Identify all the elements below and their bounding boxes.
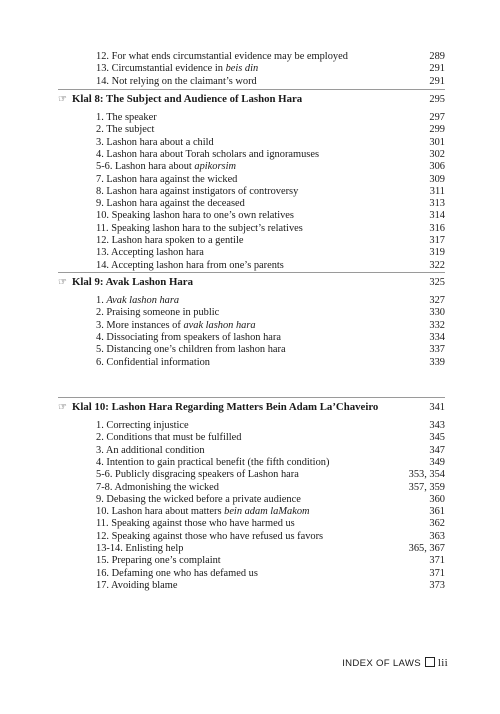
section-divider (58, 397, 445, 398)
index-entry (96, 123, 445, 136)
pointing-hand-icon: ☞ (58, 277, 67, 288)
entry-title-italic: beis din (225, 63, 259, 75)
entry-page: 291 (429, 63, 445, 75)
index-entry (96, 319, 445, 332)
index-entry (96, 111, 445, 124)
entry-page: 332 (429, 319, 445, 331)
entry-page: 316 (429, 222, 445, 234)
entry-page: 339 (429, 356, 445, 368)
entry-title: 4. Dissociating from speakers of lashon hara (96, 331, 281, 343)
index-entry (96, 136, 445, 149)
index-entry (96, 259, 445, 272)
section-title-text: Klal 10: Lashon Hara Regarding Matters Bein Adam La’Chaveiro (72, 401, 379, 413)
index-entry (96, 209, 445, 222)
entry-page: 361 (429, 506, 445, 518)
entry-title: 6. Confidential information (96, 356, 210, 368)
entry-page: 334 (429, 331, 445, 343)
entry-title: 13. Accepting lashon hara (96, 247, 204, 259)
entry-page: 343 (429, 420, 445, 431)
entry-title (96, 319, 256, 332)
index-entry (96, 419, 445, 432)
entry-page: 289 (429, 51, 445, 62)
entry-title (96, 505, 310, 518)
entry-page: 337 (429, 344, 445, 356)
entry-page: 363 (429, 530, 445, 542)
entry-title: 4. Lashon hara about Torah scholars and ignoramuses (96, 148, 319, 160)
entry-title: 14. Accepting lashon hara from one’s parents (96, 259, 284, 271)
entry-title: 2. The subject (96, 124, 155, 136)
index-entry (96, 505, 445, 518)
entry-title: 7. Lashon hara against the wicked (96, 173, 238, 185)
index-entry (96, 431, 445, 444)
index-entry (96, 222, 445, 235)
pointing-hand-icon: ☞ (58, 94, 67, 105)
pointing-hand-icon: ☞ (58, 402, 67, 413)
footer-page-number: lii (437, 657, 448, 669)
index-entry (96, 493, 445, 506)
entry-page: 371 (429, 567, 445, 579)
section-page: 325 (429, 277, 445, 288)
running-footer (342, 656, 448, 670)
section-page: 341 (429, 402, 445, 413)
section-heading (58, 92, 445, 107)
index-entry (96, 468, 445, 481)
index-entry (96, 343, 445, 356)
entry-title-italic: bein adam laMakom (224, 506, 310, 518)
section-page: 295 (429, 94, 445, 105)
index-entry (96, 331, 445, 344)
entry-title: 2. Conditions that must be fulfilled (96, 432, 242, 444)
entry-title: 13-14. Enlisting help (96, 543, 184, 554)
index-entry (96, 567, 445, 580)
index-entry (96, 246, 445, 259)
entry-page: 345 (429, 432, 445, 444)
entry-title: 1. Correcting injustice (96, 420, 189, 431)
index-entry (96, 530, 445, 543)
entry-page: 309 (429, 173, 445, 185)
section-heading (58, 400, 445, 415)
entry-title-text: 3. More instances of (96, 319, 184, 331)
entry-title: 17. Avoiding blame (96, 579, 178, 591)
entry-title: 7-8. Admonishing the wicked (96, 481, 219, 493)
entry-page: 322 (429, 259, 445, 271)
entry-page: 327 (429, 295, 445, 306)
index-entry (96, 62, 445, 75)
entry-page: 302 (429, 148, 445, 160)
entry-title (96, 294, 179, 307)
entry-title: 1. The speaker (96, 112, 157, 123)
index-entry (96, 579, 445, 592)
entry-page: 371 (429, 555, 445, 567)
entry-page: 330 (429, 307, 445, 319)
entry-title: 16. Defaming one who has defamed us (96, 567, 258, 579)
index-entry (96, 160, 445, 173)
index-entry (96, 481, 445, 494)
index-entry (96, 148, 445, 161)
footer-label: INDEX OF LAWS (342, 658, 421, 669)
index-entry (96, 542, 445, 555)
entry-page: 353, 354 (408, 469, 445, 481)
entry-title: 12. Lashon hara spoken to a gentile (96, 235, 244, 246)
entry-title-text: 13. Circumstantial evidence in (96, 63, 226, 75)
entry-title-italic: Avak lashon hara (106, 295, 180, 306)
section-title (58, 275, 193, 290)
entry-title: 3. Lashon hara about a child (96, 136, 214, 148)
entry-page: 299 (429, 124, 445, 136)
entry-page: 373 (429, 579, 445, 591)
index-entry (96, 356, 445, 369)
section-title (58, 92, 302, 107)
entry-title: 14. Not relying on the claimant’s word (96, 75, 257, 87)
section-divider (58, 89, 445, 90)
entry-page: 357, 359 (408, 481, 445, 493)
entry-page: 314 (429, 210, 445, 222)
entry-title: 11. Speaking lashon hara to the subject’s relatives (96, 222, 303, 234)
entry-title: 11. Speaking against those who have harmed us (96, 518, 295, 530)
entry-title-italic: apikorsim (194, 161, 236, 173)
entry-page: 313 (429, 198, 445, 210)
index-entry (96, 197, 445, 210)
index-entry (96, 173, 445, 186)
entry-title-text: 1. (96, 295, 107, 306)
index-entry (96, 75, 445, 88)
index-entry (96, 444, 445, 457)
section-divider (58, 272, 445, 273)
entry-title (96, 160, 236, 173)
section-title-text: Klal 8: The Subject and Audience of Lashon Hara (72, 93, 303, 105)
entry-title: 12. For what ends circumstantial evidence may be employed (96, 51, 348, 62)
entry-title (96, 62, 258, 75)
entry-page: 291 (429, 75, 445, 87)
entry-title: 3. An additional condition (96, 444, 205, 456)
entry-page: 317 (429, 235, 445, 246)
entry-page: 347 (429, 444, 445, 456)
entry-page: 301 (429, 136, 445, 148)
index-entry (96, 306, 445, 319)
section-title-text: Klal 9: Avak Lashon Hara (72, 276, 193, 288)
index-entry (96, 185, 445, 198)
entry-title: 5-6. Publicly disgracing speakers of Lashon hara (96, 469, 299, 481)
entry-title: 10. Speaking lashon hara to one’s own relatives (96, 210, 294, 222)
index-entry (96, 554, 445, 567)
entry-page: 297 (429, 112, 445, 123)
entry-title: 15. Preparing one’s complaint (96, 555, 221, 567)
index-entry (96, 234, 445, 247)
entry-title: 2. Praising someone in public (96, 307, 220, 319)
index-entry (96, 294, 445, 307)
index-entry (96, 50, 445, 63)
entry-title: 12. Speaking against those who have refused us favors (96, 530, 324, 542)
entry-title: 9. Lashon hara against the deceased (96, 198, 245, 210)
entry-title-text: 5-6. Lashon hara about (96, 161, 195, 173)
entry-title: 9. Debasing the wicked before a private audience (96, 493, 301, 505)
entry-title-italic: avak lashon hara (183, 319, 256, 331)
entry-title: 4. Intention to gain practical benefit (the fifth condition) (96, 456, 330, 468)
section-heading (58, 275, 445, 290)
entry-page: 306 (429, 161, 445, 173)
entry-title: 8. Lashon hara against instigators of controversy (96, 185, 299, 197)
entry-page: 360 (429, 493, 445, 505)
entry-page: 362 (429, 518, 445, 530)
entry-page: 311 (429, 185, 445, 197)
entry-title-text: 10. Lashon hara about matters (96, 506, 225, 518)
index-entry (96, 517, 445, 530)
entry-page: 319 (429, 247, 445, 259)
entry-page: 365, 367 (408, 543, 445, 554)
index-entry (96, 456, 445, 469)
entry-page: 349 (429, 456, 445, 468)
entry-title: 5. Distancing one’s children from lashon hara (96, 344, 286, 356)
section-title (58, 400, 378, 415)
square-bullet-icon (425, 657, 435, 667)
